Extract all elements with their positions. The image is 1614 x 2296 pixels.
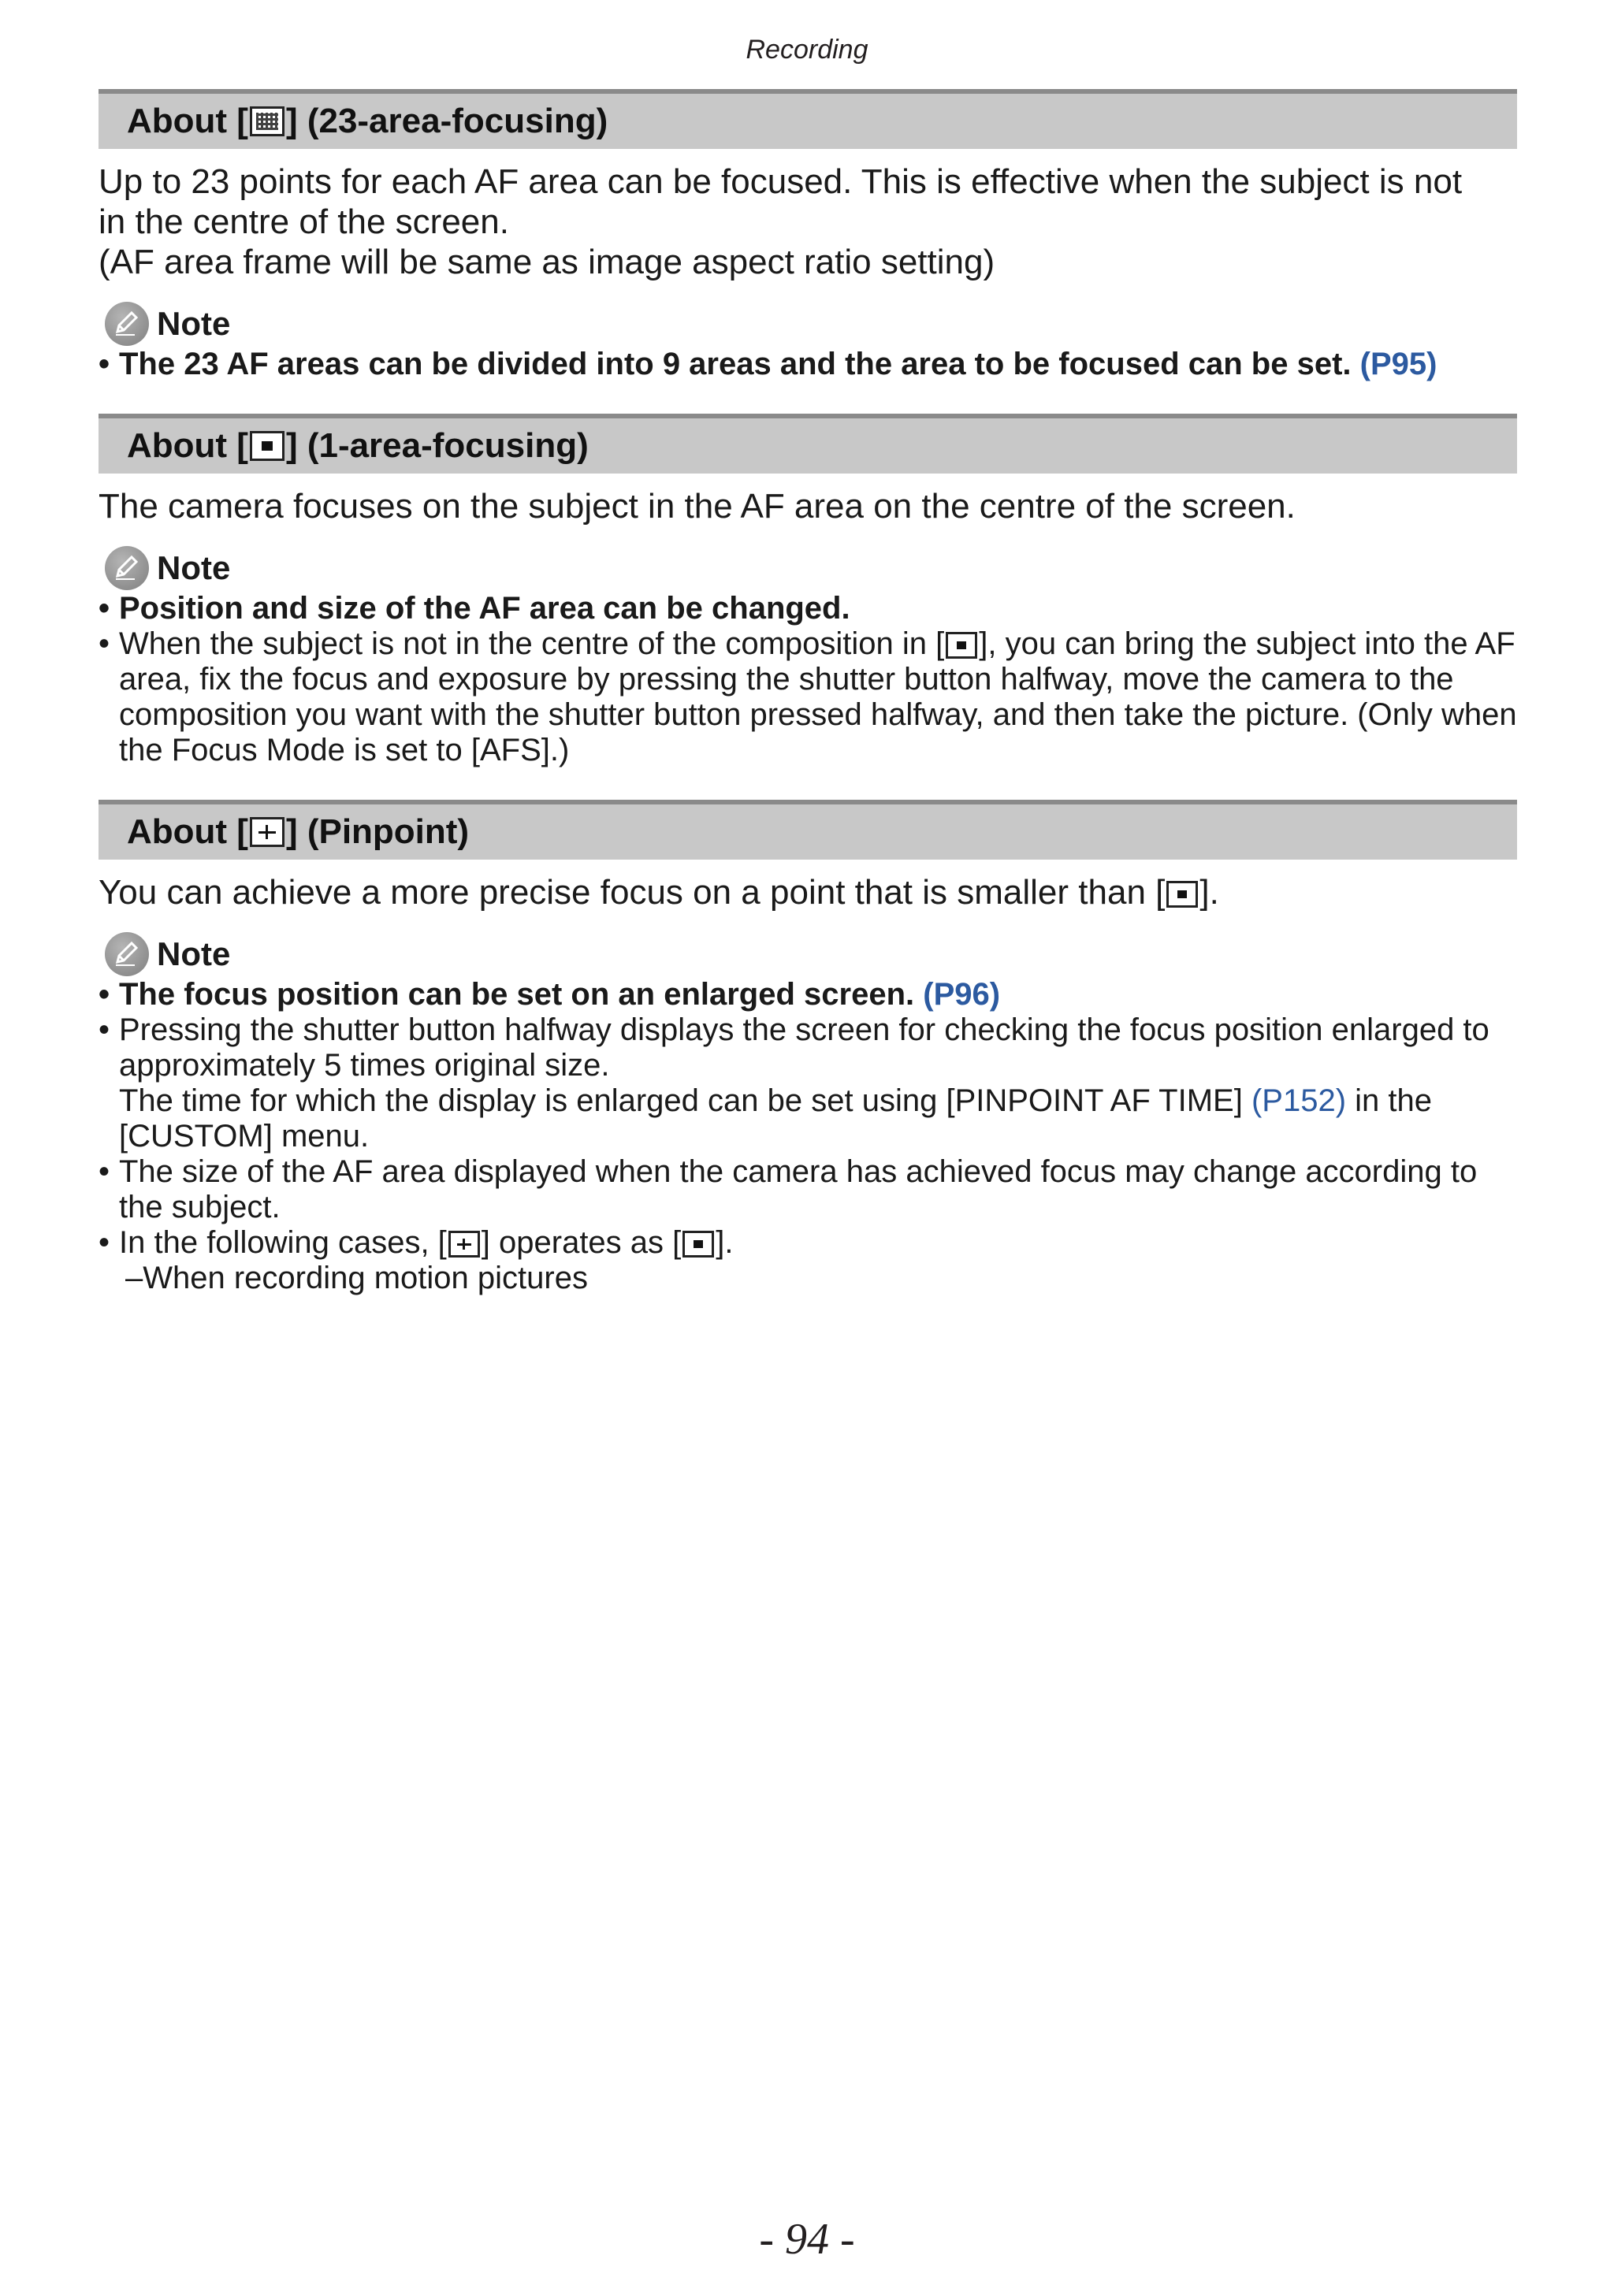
page-content	[99, 89, 1517, 1296]
body-line: in the centre of the screen.	[99, 202, 509, 241]
1-area-icon	[946, 632, 977, 659]
section-heading	[99, 800, 1517, 860]
heading-text-after: ] (1-area-focusing)	[285, 426, 589, 465]
pencil-note-icon	[105, 302, 149, 346]
section-heading	[99, 414, 1517, 474]
note-block	[99, 545, 1517, 768]
note-block	[99, 301, 1517, 382]
note-heading	[99, 931, 1517, 977]
bullet-text-before: When the subject is not in the centre of the composition in [	[119, 626, 945, 661]
section-1-area	[99, 414, 1517, 768]
1-area-icon	[682, 1231, 714, 1258]
section-pinpoint	[99, 800, 1517, 1296]
note-bullet	[99, 1225, 1517, 1261]
section-body: The camera focuses on the subject in the AF area on the centre of the screen.	[99, 487, 1296, 526]
note-title: Note	[157, 549, 231, 586]
heading-text-after: ] (23-area-focusing)	[285, 102, 608, 140]
pinpoint-icon	[448, 1231, 480, 1258]
bullet-text: Position and size of the AF area can be changed.	[119, 591, 850, 626]
dash-mark: –	[125, 1261, 143, 1295]
bullet-text: The focus position can be set on an enlarged screen.	[119, 977, 915, 1012]
section-body	[99, 872, 1517, 912]
running-header: Recording	[746, 35, 868, 65]
bullet-text-after: ].	[716, 1225, 734, 1260]
heading-text-after: ] (Pinpoint)	[285, 812, 470, 851]
dash-list-item	[99, 1261, 1517, 1296]
note-bullet	[99, 1154, 1517, 1225]
note-bullet	[99, 1012, 1517, 1154]
pinpoint-icon	[250, 817, 284, 847]
page-reference-link[interactable]: (P152)	[1251, 1083, 1347, 1118]
note-bullet	[99, 626, 1517, 768]
bullet-text-before: In the following cases, [	[119, 1225, 447, 1260]
section-body	[99, 162, 1517, 282]
note-title: Note	[157, 935, 231, 972]
bullet-text-middle: ] operates as [	[481, 1225, 682, 1260]
note-title: Note	[157, 305, 231, 342]
note-bullet	[99, 591, 1517, 626]
section-23-area	[99, 89, 1517, 382]
page-reference-link[interactable]: (P96)	[923, 977, 1001, 1012]
note-bullet	[99, 977, 1517, 1012]
body-line: Up to 23 points for each AF area can be focused. This is effective when the subject is not	[99, 162, 1463, 201]
heading-text-before: About [	[127, 812, 248, 851]
body-text-before: You can achieve a more precise focus on a point that is smaller than [	[99, 873, 1166, 912]
note-heading	[99, 301, 1517, 347]
1-area-icon	[250, 431, 284, 461]
bullet-text-before: The time for which the display is enlarged can be set using [PINPOINT AF TIME]	[119, 1083, 1243, 1118]
23-area-icon	[250, 106, 284, 136]
note-heading	[99, 545, 1517, 591]
bullet-text-after: ], you can bring the subject into the AF area, fix the focus and exposure by pressing the shutter button halfway, move the camera to the composition you want with the shutter button pressed halfway, and then take the picture. (Only when the Focus Mode is set to [AFS].)	[119, 626, 1517, 767]
page-number: - 94 -	[759, 2215, 855, 2264]
body-text-after: ].	[1199, 873, 1219, 912]
note-bullet	[99, 347, 1517, 382]
dash-item-text: When recording motion pictures	[143, 1261, 588, 1295]
bullet-text-after: in the [CUSTOM] menu.	[119, 1083, 1432, 1154]
body-line: (AF area frame will be same as image aspect ratio setting)	[99, 243, 995, 281]
bullet-line: • Pressing the shutter button halfway displays the screen for checking the focus position enlarged to approximately 5 times original size.	[119, 1012, 1489, 1083]
pencil-note-icon	[105, 546, 149, 590]
1-area-icon	[1166, 881, 1198, 908]
bullet-text: The 23 AF areas can be divided into 9 areas and the area to be focused can be set.	[119, 347, 1352, 381]
bullet-text: The size of the AF area displayed when the camera has achieved focus may change according to the subject.	[119, 1154, 1478, 1224]
heading-text-before: About [	[127, 426, 248, 465]
section-heading	[99, 89, 1517, 149]
page-reference-link[interactable]: (P95)	[1359, 347, 1437, 381]
note-block	[99, 931, 1517, 1296]
pencil-note-icon	[105, 932, 149, 976]
bullet-line	[119, 1083, 1517, 1154]
heading-text-before: About [	[127, 102, 248, 140]
